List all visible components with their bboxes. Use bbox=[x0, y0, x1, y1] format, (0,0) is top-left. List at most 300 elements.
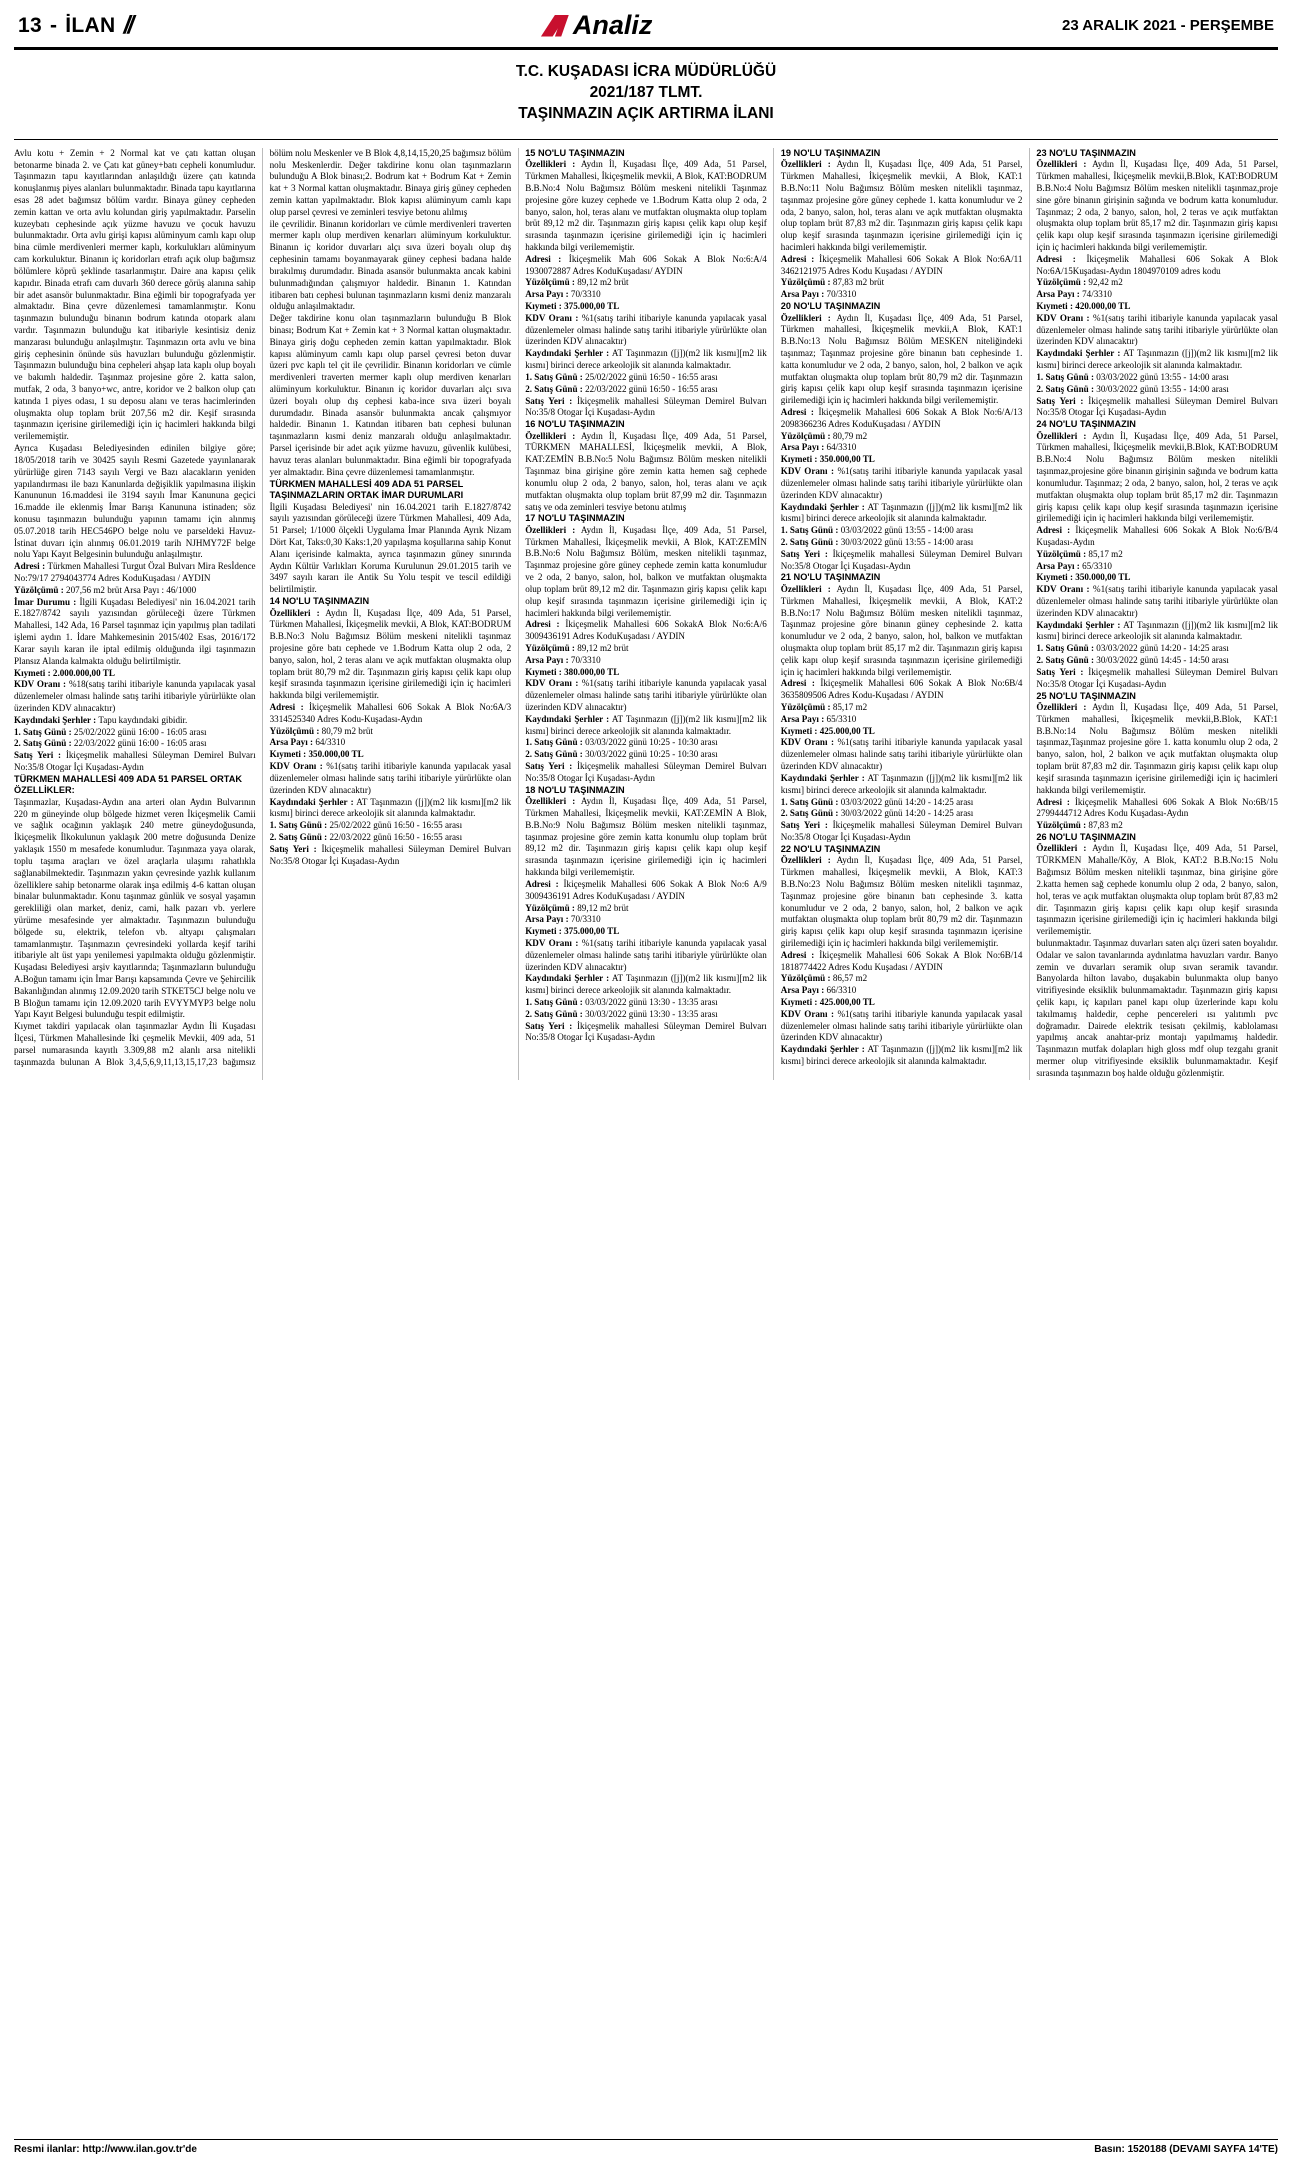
label-kayit-serhler: Kaydındaki Şerhler : bbox=[780, 501, 865, 512]
paragraph-intro: Avlu kotu + Zemin + 2 Normal kat ve çatı kattan oluşan betonarme binada 2. ve Çatı kat güney+batı cepheli konumludur. Taşınmazın tapu kayıtlarından anlaşıldığı üzere çatı katında konuşlanmış piyes alanları bulunmaktadır. Binada tapu kayıtlarına esas 28 adet bağımsız bölüm vardır. Binaya güney cepheden zemin kattan ve orta avlu kolundan giriş yapılmaktadır. Parselin kuzeybatı cephesinde açık yüzme havuzu ve çocuk havuzu bulunmaktadır. Orta avlu girişi kapısı alüminyum camlı kapı olup bina cümle merdivenleri mermer kaplı, korkulukları alüminyum cam korkuluktur. Binanın iç koridorları etrafı açık olup bağımsız bölümlere köprü şeklinde tasarlanmıştır. Daire ana kapısı çelik kapıdır. Binada etrafı cam duvarlı 360 derece görüş alanına sahip bir adet asansör bulunmaktadır. Bina eğimli bir topografyada yer almaktadır. Bina çevre düzenlemesi tamamlanmıştır. Konu taşınmazın bulunduğu binanın bodrum katında otopark alanı vardır. Taşınmazın bulunduğu kat itibariyle kesintisiz deniz manzarası bulunduğu anlaşılmıştır. Taşınmazın orta avlu ve bina giriş cephesinin önünde süs havuzları bulunduğu gözlenmiştir. Taşınmazın bulunduğu bina cepheleri ahşap lata kaplı olup boyalı ve bakımlı haldedir. Taşınmaz projesine göre 2. katta salon, mutfak, 2 oda, 3 banyo+wc, antre, koridor ve 2 balkon olup çatı katında 1 piyes odası, 1 su deposu alanı ve teras hacimlerinden oluşmakta olup toplam brüt 207,56 m2 dir. Keşif sırasında taşınmazın içerisine girilemediği için iç hacimleri hakkında bilgi verilememiştir. bbox=[14, 147, 256, 442]
label-yuzolcumu: Yüzölçümü : bbox=[525, 642, 575, 653]
value-kdv: %1(satış tarihi itibariyle kanunda yapılacak yasal düzenlemeler olması halinde satış tarihi itibariyle yürürlükte olan üzerinden KDV alınacaktır) bbox=[269, 761, 512, 795]
listing-24-adres bbox=[1036, 525, 1278, 549]
label-satis1: 1. Satış Günü : bbox=[14, 726, 72, 737]
label-arsa-payi: Arsa Payı : bbox=[780, 713, 825, 724]
label-yuzolcumu: Yüzölçümü : bbox=[1036, 820, 1087, 831]
value-satis2: 30/03/2022 günü 13:30 - 13:35 arası bbox=[585, 1008, 718, 1019]
label-adresi: Adresi : bbox=[1036, 253, 1076, 264]
listing-15-ozellikleri bbox=[525, 159, 767, 254]
listing-17-satis1 bbox=[525, 737, 767, 749]
listing-24-kiymeti bbox=[1036, 572, 1278, 584]
label-satis-yeri: Satış Yeri : bbox=[525, 761, 573, 772]
listing-20-satis2 bbox=[781, 537, 1023, 549]
value-satis1: 03/03/2022 günü 14:20 - 14:25 arası bbox=[1096, 643, 1229, 654]
listing-25-adres bbox=[1036, 797, 1278, 821]
label-kayit-serhler: Kaydındaki Şerhler : bbox=[780, 1044, 865, 1055]
value-kayit-serhler: AT Taşınmazın ([j])(m2 lik kısmı][m2 lik kısmı] birinci derece arkeolojik sit alanında kalmaktadır. bbox=[525, 713, 767, 736]
label-kiymeti: Kıymeti : bbox=[269, 749, 307, 760]
paragraph-imar-barisi: Ayrıca Kuşadası Belediyesinden edinilen bilgiye göre; 18/05/2018 tarih ve 30425 sayılı Resmi Gazetede yayınlanarak yürürlüğe giren 7143 sayılı Vergi ve Bazı alacakların yeniden yapılandırması ile bazı Kanunlarda değişiklik yapılmasına ilişkin Kanununun 16.maddesi ile 3194 sayılı İmar Kanununa geçici 16.madde ile eklenmiş İmar Barışı Kanununa istinaden; söz konusu taşınmazın bulunduğu yapının tamamı için alınmış 05.07.2018 tarih HEC546PO belge nolu ve parseldeki Havuz-İstinat duvarı için alınmış 06.01.2019 tarih NJHMY72F belge nolu Yapı Kayıt Belgesinin bulunduğu anlaşılmıştır. bbox=[14, 443, 256, 560]
value-kdv: %1(satış tarihi itibariyle kanunda yapılacak yasal düzenlemeler olması halinde satış tarihi itibariyle yürürlükte olan üzerinden KDV alınacaktır) bbox=[525, 678, 767, 713]
value-satis-yeri: İkiçeşmelik mahallesi Süleyman Demirel Bulvarı No:35/8 Otogar İçi Kuşadası-Aydın bbox=[1036, 395, 1278, 418]
section-label: İLAN bbox=[65, 13, 116, 37]
value-kiymeti: 350.000,00 TL bbox=[819, 454, 875, 465]
label-kayit-serhler: Kaydındaki Şerhler : bbox=[1036, 348, 1121, 359]
listing-23 bbox=[1036, 148, 1278, 419]
value-satis-yeri: İkiçeşmelik mahallesi Süleyman Demirel Bulvarı No:35/8 Otogar İçi Kuşadası-Aydın bbox=[269, 843, 512, 866]
listing-21 bbox=[781, 572, 1023, 843]
value-ozellikleri: Aydın İl, Kuşadası İlçe, 409 Ada, 51 Parsel, Türkmen Mahallesi, İkiçeşmelik mevkii, KAT:ZEMİN A Blok, B.B.No:9 Nolu Bağımsız Bölüm mesken nitelikli taşınmaz, taşınmaz projesine göre zemin katta konumlu olup toplam brüt 89,12 m2 dir. Taşınmazın giriş kapısı çelik kapı olup keşif sırasında taşınmazın içerisine girilemediği için iç hacimleri hakkında bilgi verilememiştir. bbox=[525, 796, 767, 878]
listing-24-serhler bbox=[1036, 620, 1278, 644]
listing-18-serhler bbox=[525, 973, 767, 997]
value-ozellikleri: Aydın İl, Kuşadası İlçe, 409 Ada, 51 Parsel, Türkmen mahallesi, İkiçeşmelik mevkii,A Blok, KAT:1 B.B.No:13 Nolu Bağımsız Bölüm MESKEN niteliğindeki taşınmaz; Taşınmaz projesine göre binanın batı cephesinde 1. katta konumludur ve 2 oda, 2 banyo, salon, hol, 2 balkon ve açık mutfaktan oluşmakta olup toplam brüt 80,79 m2 dir. Taşınmazın giriş kapısı çelik kapı olup keşif sırasında taşınmazın içerisine girilemediği için iç hacimleri hakkında bilgi verilememiştir. bbox=[780, 312, 1023, 406]
label-ozellikleri: Özellikleri : bbox=[780, 159, 831, 170]
value-arsa-payi: 65/3310 bbox=[826, 713, 857, 724]
listing-20-arsa-payi bbox=[781, 442, 1023, 454]
label-yuzolcumu: Yüzölçümü : bbox=[1036, 548, 1087, 559]
listing-19-heading: 19 NO'LU TAŞINMAZIN bbox=[780, 147, 881, 158]
label-kdv: KDV Oranı : bbox=[780, 737, 834, 748]
label-adresi: Adresi : bbox=[525, 878, 559, 889]
listing-16-ozellikleri bbox=[525, 431, 767, 514]
label-ozellikleri: Özellikleri : bbox=[780, 855, 831, 866]
label-satis-yeri: Satış Yeri : bbox=[780, 820, 828, 831]
field-satis2 bbox=[14, 738, 256, 750]
label-ozellikleri: Özellikleri : bbox=[525, 159, 576, 170]
listing-23-arsa-payi bbox=[1036, 289, 1278, 301]
value-yuzolcumu: 87,83 m2 brüt bbox=[832, 277, 885, 288]
listing-14-satis-yeri bbox=[270, 844, 512, 868]
value-adresi: İkiçeşmelik Mahallesi 606 Sokak A Blok No:6A/11 3462121975 Adres Kodu Kuşadası / AYDIN bbox=[780, 253, 1023, 276]
listing-19-ozellikleri bbox=[781, 159, 1023, 254]
value-satis2: 22/03/2022 günü 16:50 - 16:55 arası bbox=[329, 831, 463, 842]
listing-24-ozellikleri bbox=[1036, 431, 1278, 526]
notice-title-line2: 2021/187 TLMT. bbox=[589, 83, 703, 101]
listing-23-heading: 23 NO'LU TAŞINMAZIN bbox=[1036, 147, 1136, 158]
listing-25-yuzolcumu bbox=[1036, 820, 1278, 832]
value-adresi: İkiçeşmelik Mahallesi 606 Sokak A Blok No:6B/15 2799444712 Adres Kodu Kuşadası-Aydın bbox=[1036, 796, 1278, 819]
label-ozellikleri: Özellikleri : bbox=[525, 430, 576, 441]
label-satis-yeri: Satış Yeri : bbox=[1036, 666, 1084, 677]
notice-title bbox=[14, 50, 1278, 133]
listing-15-adres bbox=[525, 254, 767, 278]
label-satis-yeri: Satış Yeri : bbox=[269, 843, 317, 854]
field-adresi bbox=[14, 561, 256, 585]
value-kdv: %1(satış tarihi itibariyle kanunda yapılacak yasal düzenlemeler olması halinde satış tarihi itibariyle yürürlükte olan üzerinden KDV alınacaktır) bbox=[780, 466, 1023, 500]
value-kiymeti: 375.000,00 TL bbox=[564, 926, 620, 937]
label-kiymeti: Kıymeti : bbox=[525, 666, 562, 677]
listing-17-ozellikleri bbox=[525, 525, 767, 620]
listing-17-heading: 17 NO'LU TAŞINMAZIN bbox=[525, 513, 625, 524]
value-adresi: İkiçeşmelik Mahallesi 606 Sokak A Blok No:6A/3 3314525340 Adres Kodu-Kuşadası-Aydın bbox=[269, 702, 512, 724]
logo-text: Analiz bbox=[572, 10, 653, 40]
value-satis2: 22/03/2022 günü 16:50 - 16:55 arası bbox=[585, 383, 718, 394]
label-kdv: KDV Oranı : bbox=[14, 679, 67, 690]
listing-20-satis1 bbox=[781, 525, 1023, 537]
label-kiymeti: Kıymeti : bbox=[780, 725, 818, 736]
listing-22-heading: 22 NO'LU TAŞINMAZIN bbox=[780, 843, 881, 854]
listing-18-arsa-payi bbox=[525, 914, 767, 926]
label-kayit-serhler: Kaydındaki Şerhler : bbox=[1036, 619, 1121, 630]
listing-14-arsa-payi bbox=[270, 737, 512, 749]
label-satis2: 2. Satış Günü : bbox=[269, 831, 328, 842]
label-adresi: Adresi : bbox=[525, 619, 560, 630]
label-kayit-serhler: Kaydındaki Şerhler : bbox=[14, 714, 97, 725]
listing-24 bbox=[1036, 419, 1278, 690]
paragraph-ortak-imar: İlgili Kuşadası Belediyesi' nin 16.04.2021 tarih E.1827/8742 sayılı yazısından görüleceği üzere Türkmen Mahallesi, 409 Ada, 51 Parsel; 1/1000 ölçekli Uygulama İmar Planında Ayrık Nizam Dört Kat, Taks:0,30 Kaks:1,20 yapılaşma koşullarına sahip Konut Alanı içerisinde kalmakta, ayrıca taşınmazın güney sınırında Aydın Kültür Varlıkları Koruma Kurulunun 29.01.2015 tarih ve 3497 sayılı kararı ile Antik Su Yolu tespit ve tescil edildiği belirtilmiştir. bbox=[269, 501, 512, 595]
value-kayit-serhler: AT Taşınmazın ([j])(m2 lik kısmı][m2 lik kısmı] birinci derece arkeolojik sit alanında kalmaktadır. bbox=[525, 348, 767, 371]
label-ozellikleri: Özellikleri : bbox=[269, 607, 320, 618]
label-satis2: 2. Satış Günü : bbox=[1036, 655, 1094, 666]
value-yuzolcumu: 80,79 m2 bbox=[832, 430, 868, 441]
label-yuzolcumu: Yüzölçümü : bbox=[14, 584, 64, 595]
label-kdv: KDV Oranı : bbox=[1036, 584, 1090, 595]
listing-21-heading: 21 NO'LU TAŞINMAZIN bbox=[780, 572, 881, 583]
official-ads-note bbox=[14, 2144, 197, 2155]
value-yuzolcumu: 87,83 m2 bbox=[1088, 820, 1123, 831]
value-ozellikleri: Aydın İl, Kuşadası İlçe, 409 Ada, 51 Parsel, Türkmen Mahallesi, İkiçeşmelik mevkii, A Blok, KAT:ZEMİN B.B.No:6 Nolu Bağımsız Bölüm, mesken nitelikli taşınmaz, Taşınmaz projesine göre güney cephede zemin katta konumludur ve 2 oda, 2 banyo, salon, hol, balkon ve mutfaktan oluşmakta olup toplam brüt 89,12 m2 dir. Taşınmazın giriş kapısı çelik kapı olup keşif sırasında taşınmazın içerisine girilemediği için iç hacimleri hakkında bilgi verilememiştir. bbox=[525, 524, 767, 618]
field-imar-durumu bbox=[14, 597, 256, 668]
listing-20 bbox=[781, 301, 1023, 572]
label-kdv: KDV Oranı : bbox=[525, 312, 579, 323]
field-yuzolcumu bbox=[14, 585, 256, 597]
label-kdv: KDV Oranı : bbox=[780, 466, 834, 477]
label-adresi: Adresi : bbox=[525, 253, 562, 264]
listing-17 bbox=[525, 513, 767, 784]
label-satis1: 1. Satış Günü : bbox=[525, 371, 583, 382]
value-ozellikleri: Aydın İl, Kuşadası İlçe, 409 Ada, 51 Parsel, Türkmen Mahallesi, İkiçeşmelik mevkii, A Blok, KAT:2 B.B.No:17 Nolu Bağımsız Bölüm mesken nitelikli taşınmaz, Taşınmaz projesine göre binanın güney cephesinde 2. katta konumludur ve 2 oda, 2 banyo, salon, hol, balkon ve mutfaktan oluşmakta olup toplam brüt 85,17 m2 dir. Taşınmazın giriş kapısı çelik kapı olup keşif sırasında taşınmazın içerisine girilemediği için iç hacimleri hakkında bilgi verilememiştir. bbox=[780, 583, 1023, 677]
masthead bbox=[14, 0, 1278, 50]
value-ozellikleri: Aydın İl, Kuşadası İlçe, 409 Ada, 51 Parsel, Türkmen Mahallesi, İkiçeşmelik mevkii, A Blok, KAT:BODRUM B.B.No:4 Nolu Bağımsız Bölüm meskeni nitelikli Taşınmaz projesine göre kuzey cephede ve 1.Bodrum Katta olup 2 oda, 2 banyo, salon, hol, teras alanı ve mutfaktan oluşmakta olup toplam brüt 89,12 m2 dir. Taşınmazın giriş kapısı çelik kapı olup keşif sırasında taşınmazın içerisine girilemediği için iç hacimleri hakkında bilgi verilememiştir. bbox=[525, 159, 767, 252]
label-ozellikleri: Özellikleri : bbox=[1036, 843, 1087, 854]
label-kdv: KDV Oranı : bbox=[525, 937, 579, 948]
value-satis1: 03/03/2022 günü 13:55 - 14:00 arası bbox=[1096, 371, 1229, 382]
listing-17-satis2 bbox=[525, 749, 767, 761]
value-adresi: İkiçeşmelik Mahallesi 606 Sokak A Blok No:6B/4 3635809506 Adres Kodu-Kuşadası / AYDIN bbox=[780, 678, 1023, 701]
listing-20-kdv bbox=[781, 466, 1023, 501]
listing-21-adres bbox=[781, 678, 1023, 702]
listing-25-ozellikleri bbox=[1036, 702, 1278, 797]
label-yuzolcumu: Yüzölçümü : bbox=[1036, 277, 1087, 288]
listing-21-kdv bbox=[781, 737, 1023, 772]
paragraph-col2-2: Değer takdirine konu olan taşınmazların bulunduğu B Blok binası; Bodrum Kat + Zemin kat + 3 Normal kattan oluşmaktadır. Binaya giriş doğu cepheden zemin kattan yapılmaktadır. Blok kapısı alüminyum camlı kapı olup parsel çevresi beton duvar üzeri pvc kaplı tel çit ile çevrilidir. Binanın koridorları ve cümle merdivenleri traverten mermer kaplı olup merdiven kenarları alüminyum korkuluktur. Binanın iç koridor duvarları alçı sıva üzeri boyalı olup dış cephesi kaba-ince sıva üzeri boyalı durumdadır. Binada asansör bulunmakta ancak çalışmıyor haldedir. Binanın 1. Katından itibaren batı cephesi bulunan taşınmazların kısmi deniz manzaralı olduğu anlaşılmaktadır. Parsel içerisinde bir adet açık yüzme havuzu, güvenlik kulübesi, havuz teras alanları bulunmaktadır. Bina eğimli bir topografyada yer almaktadır. Bina çevre düzenlemesi tamamlanmıştır. bbox=[269, 313, 512, 477]
listing-22-kdv bbox=[781, 1009, 1023, 1044]
listing-26-heading: 26 NO'LU TAŞINMAZIN bbox=[1036, 831, 1136, 842]
listing-15-satis-yeri bbox=[525, 396, 767, 420]
label-ozellikleri: Özellikleri : bbox=[525, 796, 576, 807]
listing-14-satis1 bbox=[270, 820, 512, 832]
listing-23-ozellikleri bbox=[1036, 159, 1278, 254]
label-kiymeti: Kıymeti : bbox=[780, 454, 818, 465]
notice-body bbox=[14, 148, 1278, 1080]
value-adresi: İkiçeşmelik Mahallesi 606 Sokak A Blok No:6/A/13 2098366236 Adres KoduKuşadası / AYDIN bbox=[780, 407, 1023, 429]
value-satis1: 25/02/2022 günü 16:50 - 16:55 arası bbox=[585, 371, 718, 382]
listing-18-satis2 bbox=[525, 1009, 767, 1021]
value-kdv: %1(satış tarihi itibariyle kanunda yapılacak yasal düzenlemeler olması halinde satış tarihi itibariyle yürürlükte olan üzerinden KDV alınacaktır) bbox=[525, 937, 767, 972]
value-yuzolcumu: 86,57 m2 bbox=[832, 973, 868, 984]
label-adresi: Adresi : bbox=[780, 678, 815, 689]
listing-24-kdv bbox=[1036, 584, 1278, 619]
value-kdv: %1(satış tarihi itibariyle kanunda yapılacak yasal düzenlemeler olması halinde satış tarihi itibariyle yürürlükte olan üzerinden KDV alınacaktır) bbox=[780, 1008, 1023, 1043]
value-kayit-serhler: AT Taşınmazın ([j])(m2 lik kısmı][m2 lik kısmı] birinci derece arkeolojik sit alanında kalmaktadır. bbox=[780, 501, 1023, 524]
listing-15-kdv bbox=[525, 313, 767, 348]
listing-17-kiymeti bbox=[525, 667, 767, 679]
listing-21-satis-yeri bbox=[781, 820, 1023, 844]
listing-21-satis2 bbox=[781, 808, 1023, 820]
value-kiymeti: 425.000,00 TL bbox=[819, 997, 875, 1008]
value-adresi: İkiçeşmelik Mahallesi 606 SokakA Blok No:6:A/6 3009436191 Adres KoduKuşadası / AYDIN bbox=[525, 619, 767, 642]
label-satis1: 1. Satış Günü : bbox=[780, 525, 839, 536]
label-satis1: 1. Satış Günü : bbox=[269, 820, 328, 831]
value-satis1: 03/03/2022 günü 10:25 - 10:30 arası bbox=[585, 737, 718, 748]
listing-25-heading: 25 NO'LU TAŞINMAZIN bbox=[1036, 690, 1136, 701]
listing-21-ozellikleri bbox=[781, 584, 1023, 679]
masthead-left bbox=[18, 11, 131, 40]
listing-18-adres bbox=[525, 879, 767, 903]
page-separator: - bbox=[49, 13, 58, 37]
listing-14-satis2 bbox=[270, 832, 512, 844]
label-yuzolcumu: Yüzölçümü : bbox=[780, 973, 831, 984]
label-adresi: Adresi : bbox=[780, 407, 814, 418]
listing-17-serhler bbox=[525, 714, 767, 738]
value-yuzolcumu: 207,56 m2 brüt Arsa Payı : 46/1000 bbox=[66, 584, 197, 595]
label-satis1: 1. Satış Günü : bbox=[780, 796, 839, 807]
listing-17-arsa-payi bbox=[525, 655, 767, 667]
notice-title-line1: T.C. KUŞADASI İCRA MÜDÜRLÜĞÜ bbox=[515, 63, 777, 80]
value-ozellikleri: Aydın İl, Kuşadası İlçe, 409 Ada, 51 Parsel, Türkmen Mahallesi, İkiçeşmelik mevkii, A Blok, KAT:BODRUM B.B.No:3 Nolu Bağımsız Bölüm meskeni nitelikli taşınmaz projesine göre batı cephede ve 1.Bodrum Katta olup 2 oda, 2 banyo, salon, hol, 2 teras alanı ve açık mutfaktan oluşmakta olup toplam brüt 80,79 m2 dir. Taşınmazın giriş kapısı çelik kapı olup keşif sırasında taşınmazın içerisine girilemediği için iç hacimleri hakkında bilgi verilememiştir. bbox=[269, 607, 512, 701]
value-adresi: İkiçeşmelik Mahallesi 606 Sokak A Blok No:6/B/4 Kuşadası-Aydın bbox=[1036, 525, 1278, 547]
ilan-gov-tr-link[interactable]: http://www.ilan.gov.tr'de bbox=[82, 2144, 197, 2155]
label-adresi: Adresi : bbox=[780, 949, 815, 960]
label-ozellikleri: Özellikleri : bbox=[780, 583, 831, 594]
value-adresi: İkiçeşmelik Mahallesi 606 Sokak A Blok No:6A/15Kuşadası-Aydın 1804970109 adres kodu bbox=[1036, 253, 1278, 276]
value-arsa-payi: 64/3310 bbox=[826, 442, 857, 453]
listing-15-arsa-payi bbox=[525, 289, 767, 301]
listing-26-ozellikleri bbox=[1036, 843, 1278, 938]
value-kdv: %18(satış tarihi itibariyle kanunda yapılacak yasal düzenlemeler olması halinde satış tarihi itibariyle yürürlükte olan üzerinden KDV alınacaktır) bbox=[14, 679, 256, 713]
slash-decoration: // bbox=[123, 11, 132, 39]
label-kdv: KDV Oranı : bbox=[1036, 312, 1090, 323]
label-satis2: 2. Satış Günü : bbox=[1036, 383, 1094, 394]
listing-23-serhler bbox=[1036, 348, 1278, 372]
value-kiymeti: 375.000,00 TL bbox=[564, 301, 620, 312]
listing-24-satis1 bbox=[1036, 643, 1278, 655]
label-kiymeti: Kıymeti : bbox=[1036, 301, 1073, 312]
label-kiymeti: Kıymeti : bbox=[1036, 572, 1073, 583]
label-satis-yeri: Satış Yeri : bbox=[525, 1020, 573, 1031]
label-ozellikleri: Özellikleri : bbox=[780, 312, 831, 323]
paragraph-col5-tail: bulunmaktadır. Taşınmaz duvarları saten alçı üzeri saten boyalıdır. Odalar ve salon tavanlarında aydınlatma havuzları vardır. Banyo zemin ve duvarları seramik olup sıvan seramik tavandır. Banyolarda hilton lavabo, duşakabin bulunmakta olup banyo vitrifiyesinde eksiklik bulunmamaktadır. Taşınmazın giriş kapısı çelik kapı, iç kapıları panel kapı olup üzerlerinde kapı kolu takılmamış haldedir, cephe pencereleri ısı yalıtımlı pvc doğramadır. Dairede elektrik tesisatı çekilmiş, kablolaması yapılmış ancak anahtar-priz montajı yapılmamış haldedir. Taşınmazın mutfak dolapları high gloss mdf olup tezgahı granit mermer olup vitrifiyesinde eksiklik bulunmamaktadır. Keşif sırasında taşınmazın boş halde olduğu gözlenmiştir. bbox=[1036, 937, 1278, 1078]
label-arsa-payi: Arsa Payı : bbox=[1036, 289, 1080, 300]
listing-14-ozellikleri bbox=[270, 608, 512, 703]
listing-23-satis2 bbox=[1036, 384, 1278, 396]
title-divider bbox=[14, 139, 1278, 140]
value-satis1: 03/03/2022 günü 13:30 - 13:35 arası bbox=[585, 997, 718, 1008]
listing-22-ozellikleri bbox=[781, 855, 1023, 950]
section-heading-ortak-imar: TÜRKMEN MAHALLESİ 409 ADA 51 PARSEL TAŞINMAZLARIN ORTAK İMAR DURUMLARI bbox=[269, 478, 464, 501]
label-ozellikleri: Özellikleri : bbox=[1036, 430, 1087, 441]
label-satis1: 1. Satış Günü : bbox=[1036, 371, 1094, 382]
listing-15-serhler bbox=[525, 348, 767, 372]
listing-18-kdv bbox=[525, 938, 767, 973]
value-ozellikleri: Aydın İl, Kuşadası İlçe, 409 Ada, 51 Parsel, Türkmen Mahallesi, İkiçeşmelik mevkii, A Blok, KAT:1 B.B.No:11 Nolu Bağımsız Bölüm mesken nitelikli taşınmaz, taşınmaz projesine göre güney cephede 1. katta konumludur ve 2 oda, 2 banyo, salon, hol, teras alanı ve açık mutfaktan oluşmakta olup toplam brüt 87,83 m2 dir. Taşınmazın giriş kapısı çelik kapı olup keşif sırasında taşınmazın içerisine girilemediği için iç hacimleri hakkında bilgi verilememiştir. bbox=[780, 159, 1023, 252]
value-arsa-payi: 64/3310 bbox=[315, 737, 346, 748]
listing-22-arsa-payi bbox=[781, 985, 1023, 997]
value-ozellikleri: Aydın İl, Kuşadası İlçe, 409 Ada, 51 Parsel, Türkmen mahallesi, İkiçeşmelik mevkii,B.Blok, KAT:1 B.B.No:14 Nolu Bağımsız Bölüm mesken nitelikli taşınmaz,Taşınmaz projesine göre 1. katta konumlu olup 2 oda, 2 banyo, salon, hol, 2 balkon ve açık mutfaktan oluşmakta olup toplam brüt 87,83 m2 dir. Taşınmazın giriş kapısı çelik kapı olup keşif sırasında taşınmazın içerisine girilemediği için iç hacimleri hakkında bilgi verilememiştir. bbox=[1036, 702, 1278, 795]
value-arsa-payi: 74/3310 bbox=[1082, 289, 1112, 300]
value-yuzolcumu: 85,17 m2 bbox=[832, 702, 868, 713]
label-kayit-serhler: Kaydındaki Şerhler : bbox=[525, 973, 610, 984]
value-satis2: 30/03/2022 günü 13:55 - 14:00 arası bbox=[1096, 383, 1229, 394]
listing-26 bbox=[1036, 832, 1278, 938]
listing-20-adres bbox=[781, 407, 1023, 431]
label-yuzolcumu: Yüzölçümü : bbox=[780, 277, 831, 288]
label-kdv: KDV Oranı : bbox=[525, 678, 579, 689]
value-ozellikleri: Aydın İl, Kuşadası İlçe, 409 Ada, 51 Parsel, Türkmen mahallesi, İkiçeşmelik mevkii, A Blok, KAT:3 B.B.No:23 Nolu Bağımsız Bölüm mesken nitelikli taşınmaz, Taşınmaz projesine göre binanın batı cephesinde 3. katta konumludur ve 2 oda, 2 banyo, salon, hol, 2 balkon ve açık mutfaktan oluşmakta olup toplam brüt 80,79 m2 dir. Taşınmazın giriş kapısı çelik kapı olup keşif sırasında taşınmazın içerisine girilemediği için iç hacimleri hakkında bilgi verilememiştir. bbox=[780, 855, 1023, 948]
listing-23-adres bbox=[1036, 254, 1278, 278]
field-kayit-serhler bbox=[14, 715, 256, 727]
value-satis-yeri: İkiçeşmelik mahallesi Süleyman Demirel Bulvarı No:35/8 Otogar İçi Kuşadası-Aydın bbox=[14, 750, 256, 773]
listing-20-kiymeti bbox=[781, 454, 1023, 466]
value-kiymeti: 2.000.000,00 TL bbox=[52, 667, 115, 678]
value-kiymeti: 425.000,00 TL bbox=[819, 725, 875, 736]
listing-14-kdv bbox=[270, 761, 512, 796]
value-adresi: Türkmen Mahallesi Turgut Özal Bulvarı Mira Resİdence No:79/17 2794043774 Adres KoduKuşadası / AYDIN bbox=[14, 561, 256, 584]
listing-15-satis1 bbox=[525, 372, 767, 384]
page-number: 13 bbox=[18, 13, 42, 37]
label-satis-yeri: Satış Yeri : bbox=[1036, 395, 1084, 406]
value-yuzolcumu: 89,12 m2 brüt bbox=[577, 642, 629, 653]
label-ozellikleri: Özellikleri : bbox=[525, 524, 576, 535]
analiz-logo bbox=[541, 10, 653, 41]
label-yuzolcumu: Yüzölçümü : bbox=[780, 702, 831, 713]
value-satis2: 30/03/2022 günü 14:20 - 14:25 arası bbox=[840, 808, 974, 819]
label-ozellikleri: Özellikleri : bbox=[1036, 702, 1087, 713]
listing-18-satis1 bbox=[525, 997, 767, 1009]
listing-24-satis2 bbox=[1036, 655, 1278, 667]
value-satis1: 25/02/2022 günü 16:00 - 16:05 arası bbox=[73, 726, 207, 737]
label-satis2: 2. Satış Günü : bbox=[780, 808, 839, 819]
value-satis-yeri: İkiçeşmelik mahallesi Süleyman Demirel Bulvarı No:35/8 Otogar İçi Kuşadası-Aydın bbox=[525, 395, 767, 418]
value-yuzolcumu: 92,42 m2 bbox=[1088, 277, 1123, 288]
value-kdv: %1(satış tarihi itibariyle kanunda yapılacak yasal düzenlemeler olması halinde satış tarihi itibariyle yürürlükte olan üzerinden KDV alınacaktır) bbox=[1036, 312, 1278, 347]
listing-19-yuzolcumu bbox=[781, 277, 1023, 289]
listing-22-serhler bbox=[781, 1044, 1023, 1068]
value-arsa-payi: 70/3310 bbox=[570, 289, 601, 300]
listing-18-kiymeti bbox=[525, 926, 767, 938]
label-kiymeti: Kıymeti : bbox=[14, 667, 51, 678]
label-yuzolcumu: Yüzölçümü : bbox=[269, 725, 320, 736]
label-arsa-payi: Arsa Payı : bbox=[1036, 560, 1080, 571]
listing-25 bbox=[1036, 691, 1278, 832]
listing-20-heading: 20 NO'LU TAŞINMAZIN bbox=[780, 301, 881, 312]
value-yuzolcumu: 80,79 m2 brüt bbox=[321, 725, 373, 736]
value-kdv: %1(satış tarihi itibariyle kanunda yapılacak yasal düzenlemeler olması halinde satış tarihi itibariyle yürürlükte olan üzerinden KDV alınacaktır) bbox=[780, 737, 1023, 772]
listing-21-kiymeti bbox=[781, 726, 1023, 738]
listing-21-arsa-payi bbox=[781, 714, 1023, 726]
listing-22-yuzolcumu bbox=[781, 973, 1023, 985]
listing-14-kiymeti bbox=[270, 749, 512, 761]
press-id: Basın: 1520188 (DEVAMI SAYFA 14'TE) bbox=[1094, 2144, 1278, 2155]
label-satis1: 1. Satış Günü : bbox=[1036, 643, 1094, 654]
value-yuzolcumu: 85,17 m2 bbox=[1088, 548, 1123, 559]
label-adresi: Adresi : bbox=[1036, 796, 1070, 807]
label-ozellikleri: Özellikleri : bbox=[1036, 159, 1087, 170]
value-kdv: %1(satış tarihi itibariyle kanunda yapılacak yasal düzenlemeler olması halinde satış tarihi itibariyle yürürlükte olan üzerinden KDV alınacaktır) bbox=[525, 312, 767, 347]
value-kayit-serhler: AT Taşınmazın ([j])(m2 lik kısmı][m2 lik kısmı] birinci derece arkeolojik sit alanında kalmaktadır. bbox=[1036, 348, 1278, 371]
label-yuzolcumu: Yüzölçümü : bbox=[525, 277, 575, 288]
section-heading-turkmen: TÜRKMEN MAHALLESİ 409 ADA 51 PARSEL ORTAK ÖZELLİKLER: bbox=[14, 773, 243, 796]
value-satis1: 03/03/2022 günü 13:55 - 14:00 arası bbox=[840, 525, 974, 536]
value-kiymeti: 350.000,00 TL bbox=[1075, 572, 1131, 583]
label-satis2: 2. Satış Günü : bbox=[525, 1008, 583, 1019]
listing-18-yuzolcumu bbox=[525, 903, 767, 915]
label-satis2: 2. Satış Günü : bbox=[780, 536, 839, 547]
label-kiymeti: Kıymeti : bbox=[525, 301, 562, 312]
listing-14-yuzolcumu bbox=[270, 726, 512, 738]
listing-24-arsa-payi bbox=[1036, 561, 1278, 573]
paragraph-turkmen-1: Taşınmazlar, Kuşadası-Aydın ana arteri olan Aydın Bulvarının 220 m güneyinde olup bölgede hizmet veren İkiçeşmelik Camii ve sağlık ocağının yaklaşık 240 metre güneydoğusunda, İkiçeşmelik İlkokulunun yaklaşık 200 metre doğusunda Denize yaklaşık 1550 m mesafede konumludur. Taşınmaza yaya olarak, toplu taşıma araçları ve özel araçlarla ulaşımı rahatlıkla sağlanabilmektedir. Taşınmazın yakın çevresinde yazlık kullanım özelliklere sahip betonarme olarak inşa edilmiş 4-6 kattan oluşan binalar bulunmaktadır. Konu taşınmaz günlük ve sosyal yaşamın gerekliliği olan market, deniz, cami, halk pazarı vb. yerlere yürüme mesafesinde yer almaktadır. Taşınmazın bulunduğu bölgede su, elektrik, telefon vb. altyapı çalışmaları tamamlanmıştır. Taşınmazın çevresindeki yollarda keşif tarihi itibariyle alt üst yapı yenilemesi yapılmakta olduğu gözlenmiştir. Kuşadası Belediyesi arşiv kayıtlarında; Taşınmazların bulunduğu A.Boğun tamamı için İmar Barışı kapsamında Çevre ve Şehircilik Bakanlığından alınmış 12.09.2020 tarih STKET5CJ belge nolu ve B Bloğun tamamı için 12.09.2020 tarih EVYYMYP3 belge nolu Yapı Kayıt Belgesi bulunduğu tespit edilmiştir. bbox=[14, 796, 256, 1020]
listing-20-ozellikleri bbox=[781, 313, 1023, 408]
label-satis2: 2. Satış Günü : bbox=[525, 383, 583, 394]
field-kdv bbox=[14, 679, 256, 714]
value-satis-yeri: İkiçeşmelik mahallesi Süleyman Demirel Bulvarı No:35/8 Otogar İçi Kuşadası-Aydın bbox=[780, 548, 1023, 571]
label-satis-yeri: Satış Yeri : bbox=[525, 395, 573, 406]
issue-date: 23 ARALIK 2021 - PERŞEMBE bbox=[1061, 17, 1274, 34]
label-arsa-payi: Arsa Payı : bbox=[525, 654, 569, 665]
listing-18 bbox=[525, 785, 767, 1045]
value-satis2: 30/03/2022 günü 14:45 - 14:50 arası bbox=[1096, 655, 1229, 666]
listing-15-yuzolcumu bbox=[525, 277, 767, 289]
value-yuzolcumu: 89,12 m2 brüt bbox=[577, 277, 629, 288]
listing-22-adres bbox=[781, 950, 1023, 974]
listing-23-kiymeti bbox=[1036, 301, 1278, 313]
listing-18-heading: 18 NO'LU TAŞINMAZIN bbox=[525, 784, 625, 795]
value-satis2: 22/03/2022 günü 16:00 - 16:05 arası bbox=[73, 738, 207, 749]
value-imar-durumu: İlgili Kuşadası Belediyesi' nin 16.04.2021 tarih E.1827/8742 sayılı yazısından görüleceği üzere Türkmen Mahallesi, 142 Ada, 16 Parsel taşınmaz için yapılmış plan tadilati işlemi aydın 1. İdare Mahkemesinin 2015/402 Esas, 2016/172 Karar sayılı karan ile iptal edilmiş olduğunda ilgi taşınmazın Plansız Alanda kalmakta olduğu belirtilmiştir. bbox=[14, 596, 256, 666]
field-kiymeti bbox=[14, 668, 256, 680]
value-kdv: %1(satış tarihi itibariyle kanunda yapılacak yasal düzenlemeler olması halinde satış tarihi itibariyle yürürlükte olan üzerinden KDV alınacaktır) bbox=[1036, 584, 1278, 618]
label-arsa-payi: Arsa Payı : bbox=[780, 289, 825, 300]
label-adresi: Adresi : bbox=[14, 561, 46, 572]
label-kdv: KDV Oranı : bbox=[269, 761, 323, 772]
label-satis-yeri: Satış Yeri : bbox=[780, 548, 828, 559]
label-kayit-serhler: Kaydındaki Şerhler : bbox=[525, 348, 610, 359]
value-kayit-serhler: AT Taşınmazın ([j])(m2 lik kısmı][m2 lik kısmı] birinci derece arkeolojik sit alanında kalmaktadır. bbox=[525, 973, 767, 996]
page-footer bbox=[14, 2139, 1278, 2155]
value-satis-yeri: İkiçeşmelik mahallesi Süleyman Demirel Bulvarı No:35/8 Otogar İçi Kuşadası-Aydın bbox=[780, 820, 1023, 842]
listing-21-satis1 bbox=[781, 797, 1023, 809]
value-ozellikleri: Aydın İl, Kuşadası İlçe, 409 Ada, 51 Parsel, Türkmen mahallesi, İkiçeşmelik mevkii,B.Blok, KAT:BODRUM B.B.No:4 Nolu Bağımsız Bölüm mesken nitelikli taşınmaz,proje sine göre binanın girişinin sağında ve bodrum katta konumludur. Taşınmaz; 2 oda, 2 banyo, salon, hol, 2 teras ve açık mutfaktan oluşmakta olup toplam brüt 85,17 m2 dir. Taşınmazın giriş kapısı çelik kapı olup keşif sırasında taşınmazın içerisine girilemediği için iç hacimleri hakkında bilgi verilememiştir. bbox=[1036, 159, 1278, 252]
listing-16-heading: 16 NO'LU TAŞINMAZIN bbox=[525, 419, 625, 430]
value-kiymeti: 420.000,00 TL bbox=[1075, 301, 1131, 312]
label-arsa-payi: Arsa Payı : bbox=[525, 914, 569, 925]
label-yuzolcumu: Yüzölçümü : bbox=[780, 430, 831, 441]
label-arsa-payi: Arsa Payı : bbox=[780, 442, 825, 453]
value-kayit-serhler: AT Taşınmazın ([j])(m2 lik kısmı][m2 lik kısmı] birinci derece arkeolojik sit alanında kalmaktadır. bbox=[269, 796, 512, 819]
label-adresi: Adresi : bbox=[1036, 525, 1071, 536]
value-kayit-serhler: AT Taşınmazın ([j])(m2 lik kısmı][m2 lik kısmı] birinci derece arkeolojik sit alanında kalmaktadır. bbox=[780, 1044, 1023, 1067]
value-satis1: 25/02/2022 günü 16:50 - 16:55 arası bbox=[329, 820, 463, 831]
listing-14-adres bbox=[270, 702, 512, 726]
value-kayit-serhler: AT Taşınmazın ([j])(m2 lik kısmı][m2 lik kısmı] birinci derece arkeolojik sit alanında kalmaktadır. bbox=[780, 772, 1023, 795]
listing-15-heading: 15 NO'LU TAŞINMAZIN bbox=[525, 147, 625, 158]
label-kayit-serhler: Kaydındaki Şerhler : bbox=[525, 713, 610, 724]
value-satis-yeri: İkiçeşmelik mahallesi Süleyman Demirel Bulvarı No:35/8 Otogar İçi Kuşadası-Aydın bbox=[525, 761, 767, 783]
listing-19-adres bbox=[781, 254, 1023, 278]
value-kayit-serhler: AT Taşınmazın ([j])(m2 lik kısmı][m2 lik kısmı] birinci derece arkeolojik sit alanında kalmaktadır. bbox=[1036, 619, 1278, 642]
paragraph-col2-1: ile çevrilidir. Binanın koridorları ve cümle merdivenleri traverten mermer kaplı olup merdiven kenarları alüminyum korkuluktur. Binanın iç koridor duvarları alçı sıva üzeri boyalı olup dış cephesinin tamamı boyanmayarak güney cephesi badana halde bırakılmış durumdadır. Binada asansör bulunmakta ancak kabini bulunmadığından çalışmıyor haldedir. Binanın 1. Katından itibaren batı cephesi bulunan taşınmazların kısmi deniz manzaralı olduğu anlaşılmaktadır. bbox=[269, 218, 512, 312]
